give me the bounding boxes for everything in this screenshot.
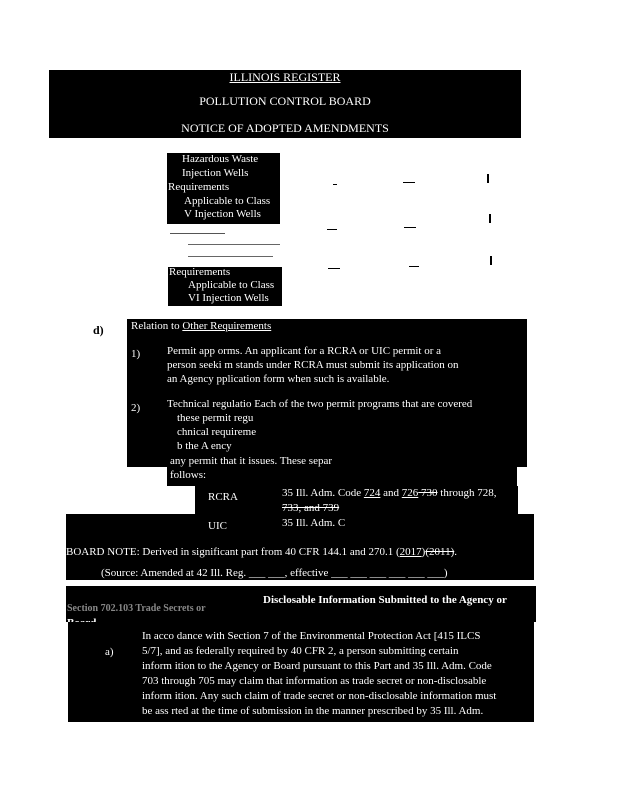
item2-line4: b the A ency: [177, 440, 232, 452]
register-title: ILLINOIS REGISTER: [229, 70, 341, 84]
table-dash: [403, 182, 415, 183]
section-703-left1: Section 702.103 Trade Secrets or: [67, 603, 206, 614]
rcra-mid: and: [380, 487, 402, 499]
section-d-marker: d): [93, 323, 104, 337]
section-703-a-number: a): [105, 646, 114, 658]
table-row1-line3: Requirements: [168, 181, 230, 193]
table-dash: [328, 268, 340, 269]
table-row1-line4: Applicable to Class: [184, 195, 271, 207]
section-703-right1: Disclosable Information Submitted to the Agency or: [263, 594, 507, 606]
uic-label: UIC: [208, 520, 227, 532]
section-d-block-lower: [167, 466, 517, 486]
table-dash: [333, 184, 337, 185]
rcra-label: RCRA: [208, 491, 238, 503]
table-dash: [409, 266, 419, 267]
uic-citation: 35 Ill. Adm. C: [282, 517, 346, 529]
table-row1-line2: Injection Wells: [182, 167, 249, 179]
item2-line6: follows:: [170, 469, 207, 481]
rcra-part-a: 724: [363, 487, 381, 499]
table-row2-line2: Applicable to Class: [188, 279, 275, 291]
table-row1-line1: Hazardous Waste: [182, 153, 259, 165]
table-tick: [490, 256, 492, 265]
table-dash: [188, 256, 273, 257]
item1-line1: Permit app orms. An applicant for a RCRA or UIC permit or a: [167, 345, 442, 357]
table-row2-line1: Requirements: [169, 266, 231, 278]
notice-title: NOTICE OF ADOPTED AMENDMENTS: [181, 121, 389, 135]
section-703-line2: 5/7], and as federally required by 40 CFR 2, a person submitting certain: [142, 645, 459, 657]
table-dash: [404, 227, 416, 228]
board-note-end: .: [454, 546, 457, 558]
table-dash: [327, 229, 337, 230]
table-tick: [487, 174, 489, 183]
board-note: [66, 546, 457, 559]
item2-line5: any permit that it issues. These separ: [170, 455, 333, 467]
section-703-line5: inform ition. Any such claim of trade secret or non-disclosable information must: [142, 690, 497, 702]
item2-line2: these permit regu: [177, 412, 254, 424]
section-d-heading-link: Other Requirements: [182, 320, 272, 332]
rcra-after: through 728,: [437, 487, 497, 499]
item2-line1: Technical regulatio Each of the two permit programs that are covered: [167, 398, 473, 410]
rcra-strike1: 730: [418, 487, 438, 499]
table-row1-line5: V Injection Wells: [184, 208, 261, 220]
section-703-line6: be ass rted at the time of submission in the manner prescribed by 35 Ill. Adm.: [142, 705, 484, 717]
rcra-part-b: 726: [401, 487, 419, 499]
rcra-strike2: 733, and 739: [282, 502, 340, 514]
board-note-new-year: 2017: [399, 546, 422, 558]
table-dash: [188, 244, 280, 245]
section-d-heading-prefix: Relation to: [131, 320, 183, 332]
board-note-text: BOARD NOTE: Derived in significant part from 40 CFR 144.1 and 270.1 (: [66, 546, 400, 558]
table-tick: [489, 214, 491, 223]
item1-line3: an Agency pplication form when such is available.: [167, 373, 390, 385]
rcra-pre: 35 Ill. Adm. Code: [282, 487, 364, 499]
section-703-line4: 703 through 705 may claim that information as trade secret or non-disclosable: [142, 675, 487, 687]
board-note-close: ): [421, 546, 426, 558]
table-row2-line3: VI Injection Wells: [188, 292, 269, 304]
table-dash: [170, 233, 225, 234]
section-d-heading: [131, 320, 271, 333]
section-703-line3: inform ition to the Agency or Board pursuant to this Part and 35 Ill. Adm. Code: [142, 660, 492, 672]
item1-number: 1): [131, 348, 141, 360]
section-703-line1: In acco dance with Section 7 of the Environmental Protection Act [415 ILCS: [142, 630, 481, 642]
source-note: (Source: Amended at 42 Ill. Reg. ___ ___, effective ___ ___ ___ ___ ___ ___): [101, 567, 448, 579]
board-note-old-year: (2011): [425, 546, 455, 558]
item1-line2: person seeki m stands under RCRA must submit its application on: [167, 359, 459, 371]
rcra-citation: [282, 487, 497, 500]
item2-number: 2): [131, 402, 141, 414]
item2-line3: chnical requireme: [177, 426, 257, 438]
board-title: POLLUTION CONTROL BOARD: [199, 94, 371, 108]
